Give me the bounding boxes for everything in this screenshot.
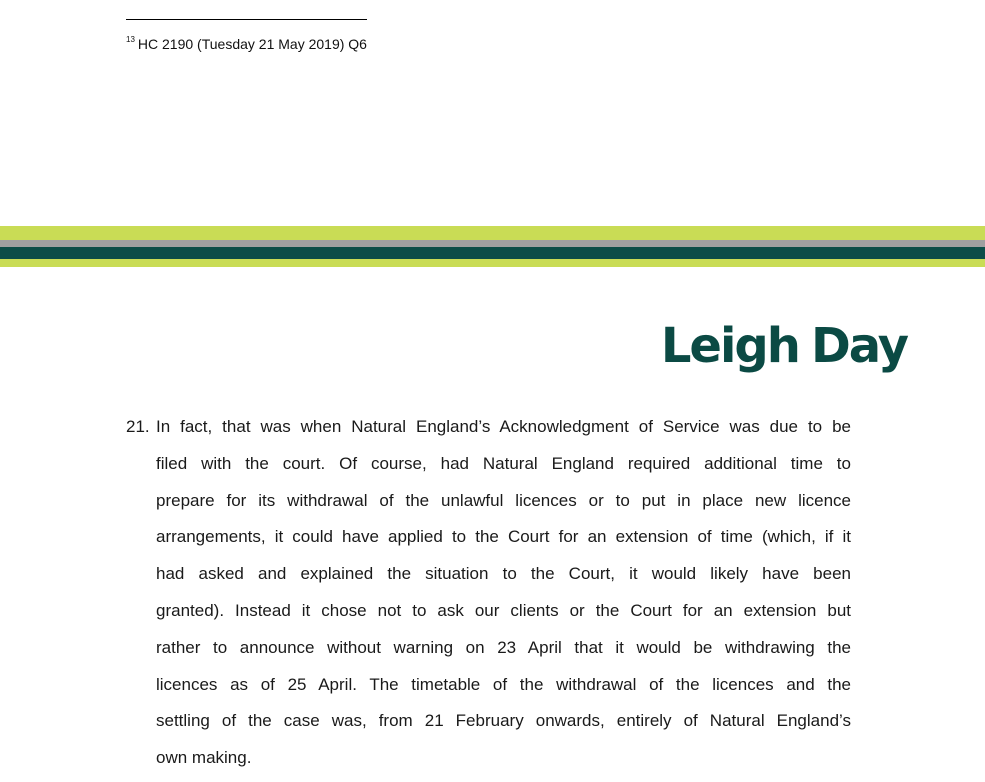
paragraph-line: prepare for its withdrawal of the unlawful licences or to put in place new licence	[156, 490, 851, 510]
paragraph-line: settling of the case was, from 21 February onwards, entirely of Natural England’s	[156, 711, 851, 731]
paragraph-line: own making.	[156, 748, 252, 768]
paragraph-number: 21.	[126, 417, 150, 436]
header-stripe-lime-top	[0, 226, 985, 240]
leigh-day-logo	[661, 318, 907, 374]
footnote-marker: 13	[126, 35, 135, 44]
paragraph-line: rather to announce without warning on 23 April that it would be withdrawing the	[156, 637, 851, 657]
paragraph-line: licences as of 25 April. The timetable of the withdrawal of the licences and the	[156, 674, 851, 694]
paragraph-21	[126, 409, 851, 777]
header-stripe-lime-bottom	[0, 259, 985, 267]
footnote-text: HC 2190 (Tuesday 21 May 2019) Q6	[137, 36, 367, 52]
paragraph-line: granted). Instead it chose not to ask our clients or the Court for an extension but	[156, 600, 851, 620]
paragraph-line: had asked and explained the situation to the Court, it would likely have been	[156, 564, 851, 584]
header-stripe-grey	[0, 240, 985, 247]
paragraph-line: In fact, that was when Natural England’s Acknowledgment of Service was due to be	[156, 417, 851, 436]
footnote-separator	[126, 19, 367, 20]
header-stripe-green	[0, 247, 985, 259]
footnote	[126, 31, 367, 53]
paragraph-line: filed with the court. Of course, had Natural England required additional time to	[156, 453, 851, 473]
logo-word-day: Day	[810, 318, 907, 374]
logo-word-leigh: Leigh	[660, 318, 799, 374]
paragraph-line: arrangements, it could have applied to the Court for an extension of time (which, if it	[156, 527, 851, 547]
